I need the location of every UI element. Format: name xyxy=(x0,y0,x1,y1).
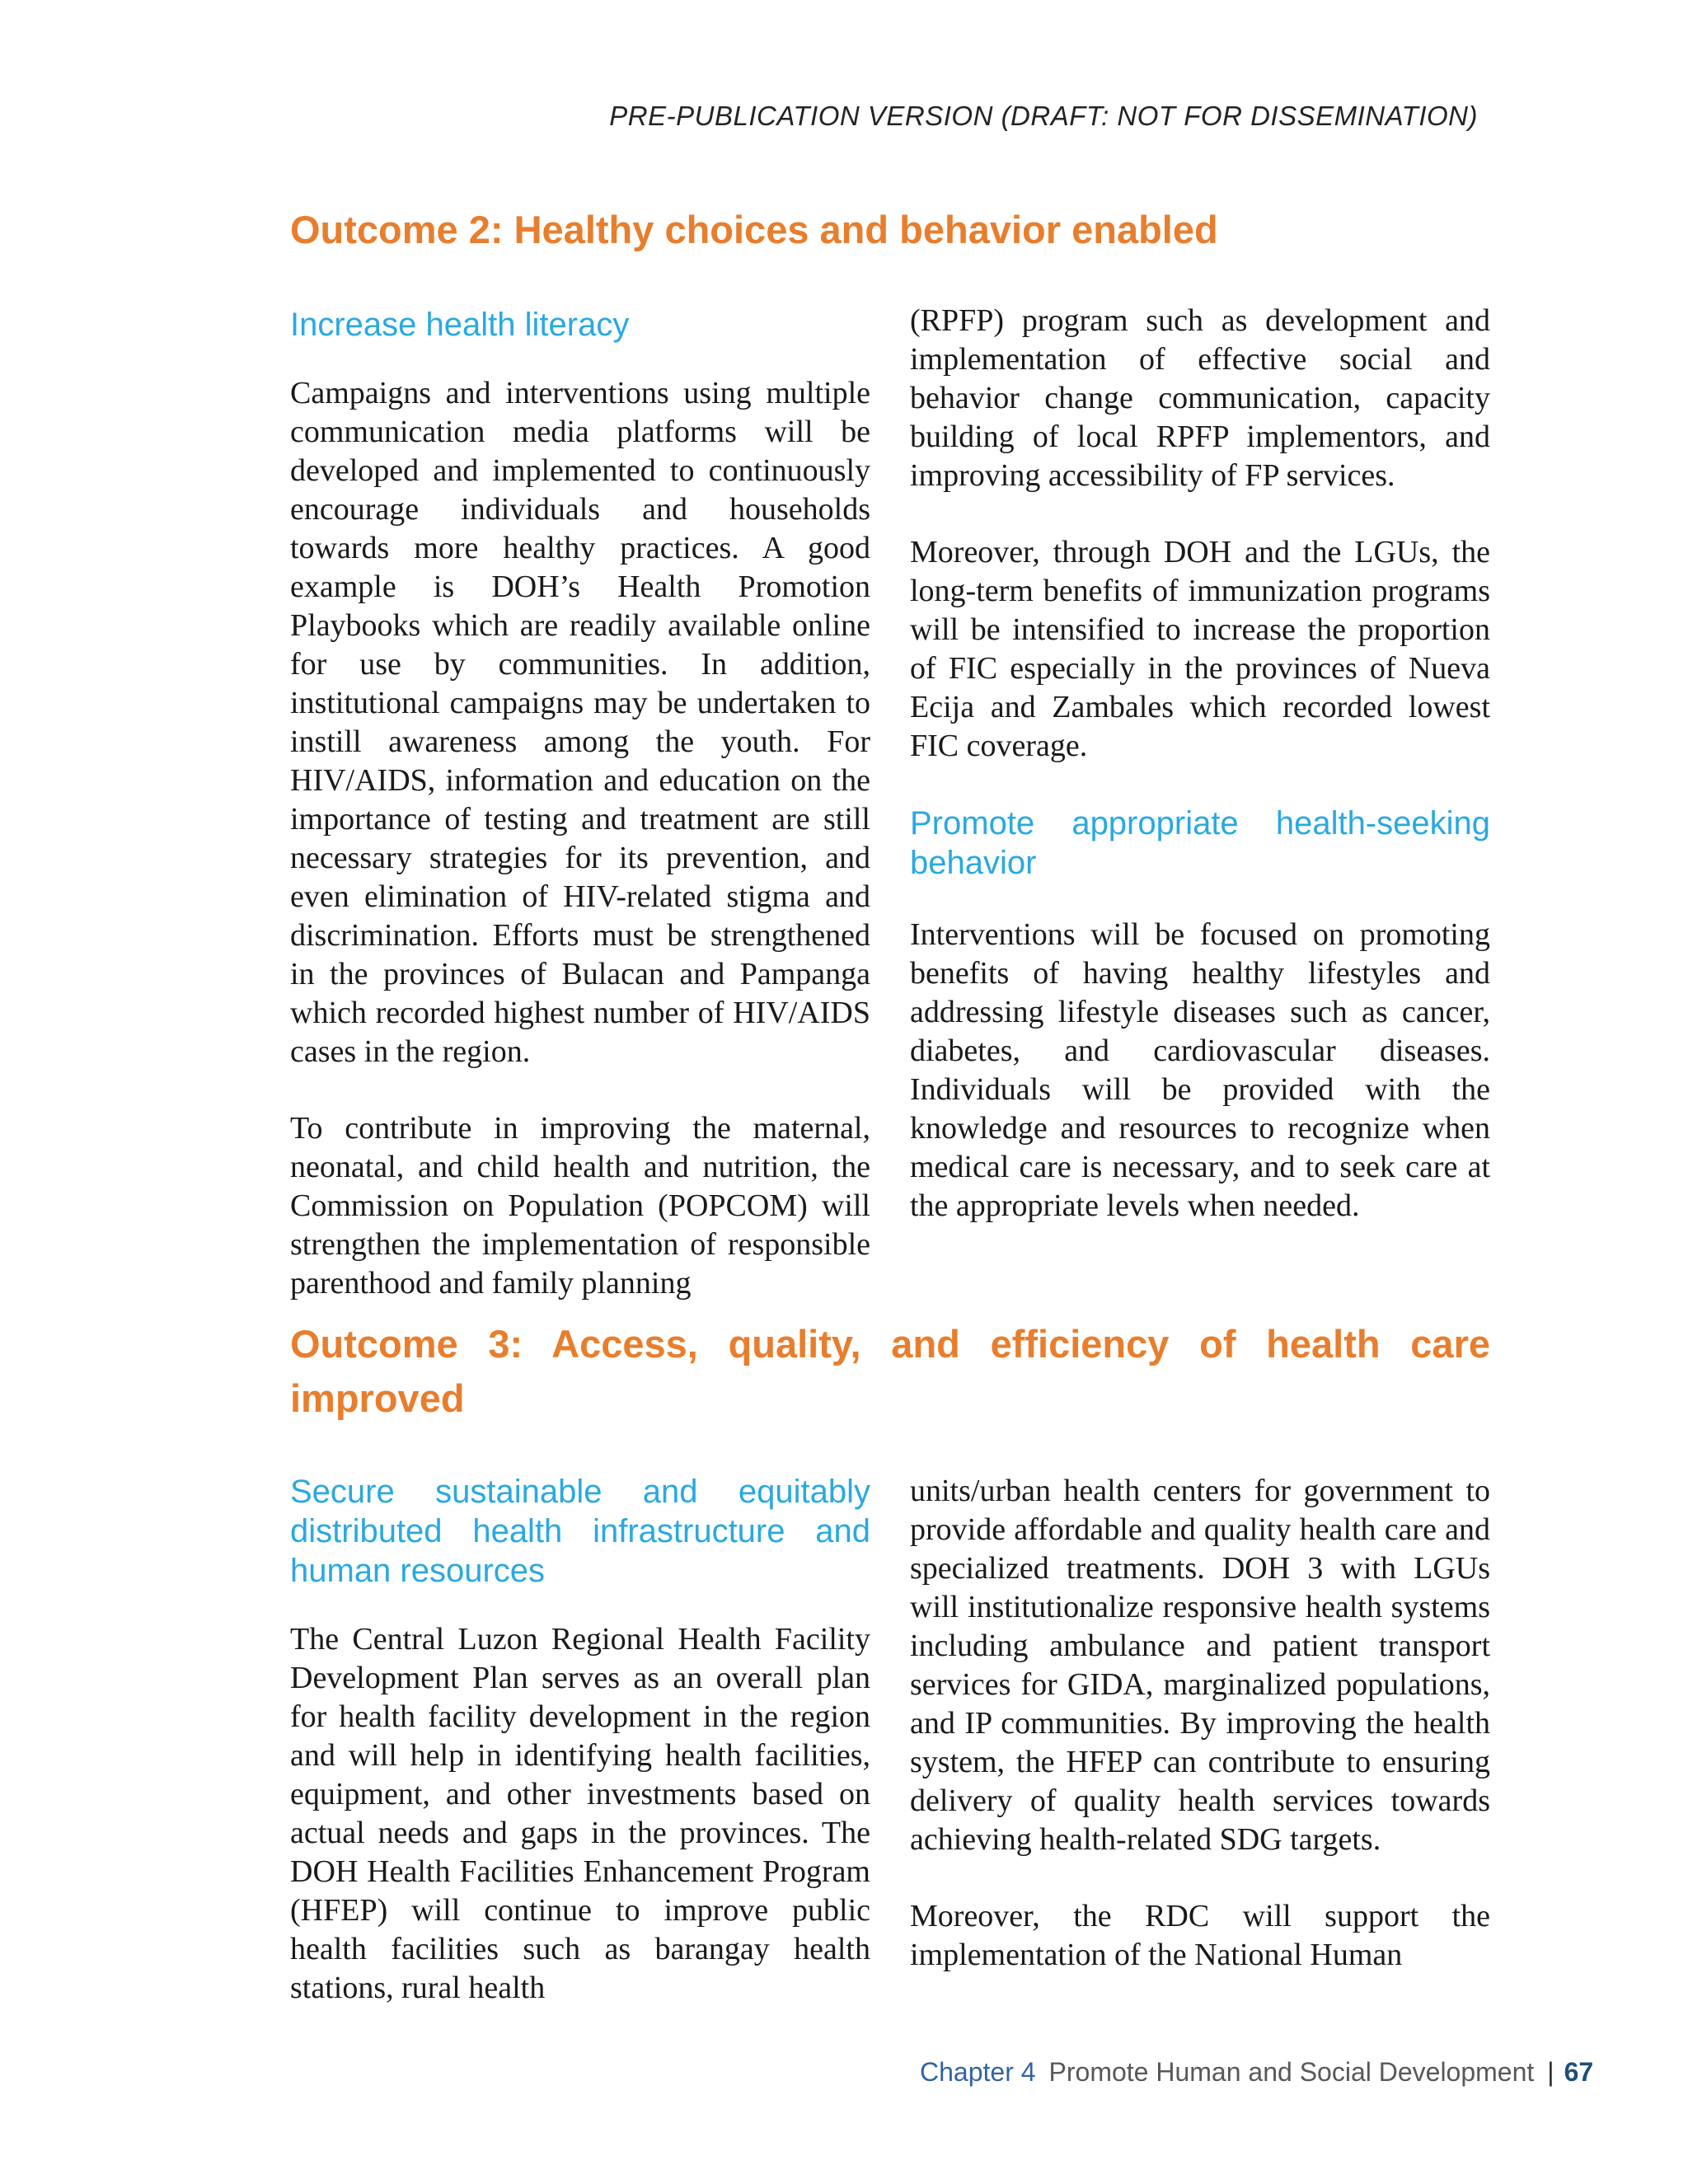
footer-page-number: 67 xyxy=(1564,2057,1594,2087)
increase-health-literacy-subheading: Increase health literacy xyxy=(290,307,630,343)
footer xyxy=(920,2057,1593,2088)
outcome-3-left-column xyxy=(290,1472,870,2008)
draft-notice: PRE-PUBLICATION VERSION (DRAFT: NOT FOR DISSEMINATION) xyxy=(609,101,1478,131)
outcome-3-heading: Outcome 3: Access, quality, and efficiency of health care improved xyxy=(290,1322,1490,1420)
paragraph-interventions: Interventions will be focused on promoting benefits of having healthy lifestyles and addressing lifestyle diseases such as cancer, diabetes, and cardiovascular diseases. Individuals will be provided with the knowledge and resources to recognize when medical care is necessary, and to seek care at the appropriate levels when needed. xyxy=(910,917,1490,1223)
footer-chapter-label: Chapter 4 xyxy=(920,2057,1036,2087)
paragraph-units-urban: units/urban health centers for government to provide affordable and quality health care and specialized treatments. DOH 3 with LGUs will institutionalize responsive health systems including ambulance and patient transport services for GIDA, marginalized populations, and IP communities. By improving the health system, the HFEP can contribute to ensuring delivery of quality health services towards achieving health-related SDG targets. xyxy=(910,1474,1490,1857)
outcome-2-right-column xyxy=(910,302,1490,1226)
footer-divider: | xyxy=(1547,2057,1554,2087)
paragraph-to-contribute: To contribute in improving the maternal, neonatal, and child health and nutrition, the Commission on Population (POPCOM) will strengthen the implementation of responsible parenthood and family planning xyxy=(290,1111,870,1301)
secure-infrastructure-subheading: Secure sustainable and equitably distributed health infrastructure and human resources xyxy=(290,1474,870,1589)
paragraph-moreover-doh: Moreover, through DOH and the LGUs, the long-term benefits of immunization programs will be intensified to increase the proportion of FIC especially in the provinces of Nueva Ecija and Zambales which recorded lowest FIC coverage. xyxy=(910,535,1490,763)
outcome-2-heading: Outcome 2: Healthy choices and behavior enabled xyxy=(290,208,1218,251)
paragraph-central-luzon: The Central Luzon Regional Health Facility Development Plan serves as an overall plan for health facility development in the region and will help in identifying health facilities, equipment, and other investments based on actual needs and gaps in the provinces. The DOH Health Facilities Enhancement Program (HFEP) will continue to improve public health facilities such as barangay health stations, rural health xyxy=(290,1622,870,2005)
promote-health-seeking-subheading: Promote appropriate health-seeking behavior xyxy=(910,805,1490,881)
outcome-3-right-column xyxy=(910,1472,1490,1975)
paragraph-rpfp: (RPFP) program such as development and implementation of effective social and behavior change communication, capacity building of local RPFP implementors, and improving accessibility of FP services. xyxy=(910,303,1490,493)
footer-chapter-title: Promote Human and Social Development xyxy=(1048,2057,1535,2087)
paragraph-moreover-rdc: Moreover, the RDC will support the implementation of the National Human xyxy=(910,1899,1490,1972)
outcome-2-left-column xyxy=(290,305,870,1303)
paragraph-campaigns: Campaigns and interventions using multiple communication media platforms will be developed and implemented to continuously encourage individuals and households towards more healthy practices. A good example is DOH’s Health Promotion Playbooks which are readily available online for use by communities. In addition, institutional campaigns may be undertaken to instill awareness among the youth. For HIV/AIDS, information and education on the importance of testing and treatment are still necessary strategies for its prevention, and even elimination of HIV-related stigma and discrimination. Efforts must be strengthened in the provinces of Bulacan and Pampanga which recorded highest number of HIV/AIDS cases in the region. xyxy=(290,376,870,1069)
